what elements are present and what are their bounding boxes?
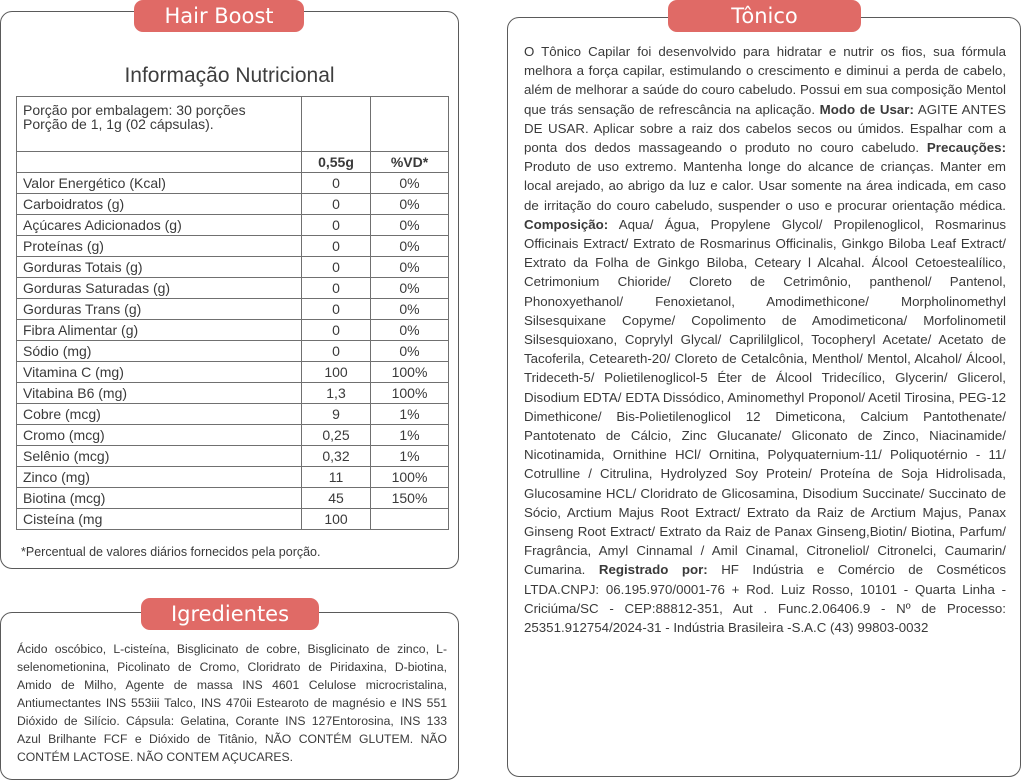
tonic-panel [507,17,1021,777]
nutrient-amount: 0 [302,194,371,215]
portion-empty-cell [371,97,449,152]
nutrition-row [17,509,449,530]
nutrient-vd: 150% [371,488,449,509]
nutrient-vd [371,509,449,530]
nutrient-vd: 0% [371,341,449,362]
nutrient-amount: 9 [302,404,371,425]
nutrient-amount: 100 [302,509,371,530]
tonic-intro: O Tônico Capilar foi desenvolvido para hidratar e nutrir os fios, sua fórmula melhora a força capilar, estimulando o crescimento e diminui a perda de cabelo, além de melhorar a saúde do couro cabeludo. Possui em sua composição Mentol que trás sensação de refrescância na aplicação. [524,44,1006,117]
nutrient-vd: 100% [371,383,449,404]
nutrient-name: Cobre (mcg) [17,404,302,425]
nutrient-amount: 100 [302,362,371,383]
nutrient-vd: 0% [371,278,449,299]
nutrition-row [17,425,449,446]
nutrient-amount: 1,3 [302,383,371,404]
portion-line-2: Porção de 1, 1g (02 cápsulas). [23,116,214,132]
nutrition-footnote: *Percentual de valores diários fornecidos pela porção. [21,545,321,559]
hair-boost-header: Hair Boost [134,0,304,32]
portion-info [17,97,302,152]
nutrient-vd: 1% [371,404,449,425]
nutrient-amount: 45 [302,488,371,509]
portion-empty-cell [302,97,371,152]
nutrition-row [17,257,449,278]
nutrition-row [17,194,449,215]
nutrition-row [17,215,449,236]
nutrition-row [17,236,449,257]
nutrient-name: Gorduras Saturadas (g) [17,278,302,299]
nutrient-name: Cisteína (mg [17,509,302,530]
tonic-header: Tônico [668,0,861,32]
nutrient-amount: 0 [302,173,371,194]
nutrition-row [17,488,449,509]
column-amount-header: 0,55g [302,152,371,173]
nutrient-name: Sódio (mg) [17,341,302,362]
nutrient-amount: 0 [302,320,371,341]
composition-text: Aqua/ Água, Propylene Glycol/ Propilenoglicol, Rosmarinus Officinais Extract/ Extrato de Rosmarinus Officinalis, Ginkgo Biloba Leaf Extract/ Extrato da Folha de Ginkgo Biloba, Ceteary l Alcahal. Álcool Cetoestealílico, Cetrimonium Chioride/ Cloreto de Cetrimônio, panthenol/ Pantenol, Phonoxyethanol/ Fenoxietanol, Amodimethicone/ Morpholinomethyl Silsesquixane Copyme/ Copolimento de Amodimeticona/ Morfolinometil Silsesquioxano, Coprylyl Glycal/ Caprililglicol, Tocopheryl Acetate/ Acetato de Tacoferila, Ceteareth-20/ Cloreto de Cetalcônia, Menthol/ Mentol, Alcahol/ Álcool, Trideceth-5/ Polietilenoglicol-5 Éter de Álcool Tridecílico, Glycerin/ Glicerol, Disodium EDTA/ EDTA Dissódico, Aminomethyl Proponol/ Acetil Tirosina, PEG-12 Dimethicone/ Bis-Polietilenoglicol 12 Dimeticona, Calcium Pantothenate/ Pantotenato de Cálcio, Zinc Glucanate/ Gliconato de Zinco, Niacinamide/ Nicotinamida, Ornithine HCl/ Ornitina, Polyquaternium-11/ Poliquotérnio - 11/ Cotrulline / Citrulina, Hydrolyzed Soy Protein/ Proteína de Soja Hidrolisada, Glucosamine HCL/ Cloridrato de Glicosamina, Disodium Succinate/ Succinato de Sócio, Arctium Majus Root Extract/ Extrato da Raiz de Arctium Majus, Panax Ginseng Root Extract/ Extrato da Raiz de Panax Ginseng,Biotin/ Biotina, Parfum/ Fragrância, Amyl Cinnamal / Amil Cinamal, Citroneliol/ Citronelci, Caumarin/ Cumarina. [524,216,1006,578]
nutrient-amount: 0,25 [302,425,371,446]
nutrition-row [17,173,449,194]
nutrient-name: Proteínas (g) [17,236,302,257]
nutrient-vd: 0% [371,236,449,257]
nutrition-row [17,467,449,488]
nutrient-name: Valor Energético (Kcal) [17,173,302,194]
ingredients-panel [0,612,459,780]
nutrition-row [17,446,449,467]
nutrient-vd: 100% [371,467,449,488]
nutrient-amount: 0 [302,236,371,257]
nutrient-name: Açúcares Adicionados (g) [17,215,302,236]
nutrient-vd: 0% [371,299,449,320]
nutrient-amount: 11 [302,467,371,488]
nutrient-vd: 0% [371,173,449,194]
registered-label: Registrado por: [598,562,708,578]
nutrition-row [17,362,449,383]
usage-label: Modo de Usar: [819,101,914,117]
nutrient-vd: 0% [371,257,449,278]
nutrient-vd: 1% [371,425,449,446]
nutrition-row [17,299,449,320]
precautions-label: Precauções: [926,140,1006,156]
usage-text: AGITE ANTES DE USAR. Aplicar sobre a raiz dos cabelos secos ou úmidos. Espalhar com a ponta dos dedos massageando o produto no couro cabeludo. [524,101,1006,156]
nutrient-name: Gorduras Totais (g) [17,257,302,278]
column-vd-header: %VD* [371,152,449,173]
nutrient-name: Zinco (mg) [17,467,302,488]
nutrient-name: Biotina (mcg) [17,488,302,509]
nutrition-row [17,383,449,404]
nutrient-vd: 0% [371,215,449,236]
header-empty-cell [17,152,302,173]
nutrient-amount: 0 [302,299,371,320]
nutrient-amount: 0,32 [302,446,371,467]
nutrient-name: Selênio (mcg) [17,446,302,467]
nutrient-vd: 100% [371,362,449,383]
nutrient-vd: 0% [371,194,449,215]
nutrient-name: Vitamina C (mg) [17,362,302,383]
composition-label: Composição: [524,216,609,232]
nutrient-amount: 0 [302,278,371,299]
tonic-description [524,42,1006,637]
nutrient-vd: 1% [371,446,449,467]
nutrition-row [17,341,449,362]
nutrition-row [17,320,449,341]
nutrient-name: Gorduras Trans (g) [17,299,302,320]
portion-line-1: Porção por embalagem: 30 porções [23,102,246,118]
ingredients-header: Igredientes [141,598,319,630]
registered-text: HF Indústria e Comércio de Cosméticos LTDA.CNPJ: 06.195.970/0001-76 + Rod. Luiz Rosso, 10101 - Quarta Linha - Criciúma/SC - CEP:88812-351, Aut . Func.2.06406.9 - Nº de Processo: 25351.912754/2024-31 - Indústria Brasileira -S.A.C (43) 99803-0032 [524,562,1006,636]
nutrient-amount: 0 [302,257,371,278]
nutrient-amount: 0 [302,341,371,362]
nutrient-vd: 0% [371,320,449,341]
nutrition-table [16,96,449,530]
nutrition-row [17,404,449,425]
nutrient-name: Cromo (mcg) [17,425,302,446]
nutrient-name: Carboidratos (g) [17,194,302,215]
nutrition-row [17,278,449,299]
precautions-text: Produto de uso extremo. Mantenha longe do alcance de crianças. Manter em local arejado, ao abrigo da luz e calor. Usar somente na área indicada, em caso de irritação do couro cabeludo, suspender o uso e procurar orientação médica. [524,159,1006,213]
nutrient-amount: 0 [302,215,371,236]
nutrient-name: Fibra Alimentar (g) [17,320,302,341]
ingredients-text: Ácido oscóbico, L-cisteína, Bisglicinato de cobre, Bisglicinato de zinco, L-selenometionina, Picolinato de Cromo, Cloridrato de Piridaxina, D-biotina, Amido de Milho, Agente de massa INS 4601 Celulose microcristalina, Antiumectantes INS 553iii Talco, INS 470ii Estearoto de magnésio e INS 551 Dióxido de Silício. Cápsula: Gelatina, Corante INS 127Entorosina, INS 133 Azul Brilhante FCF e Dióxido de Titânio, NÃO CONTÉM GLUTEM. NÃO CONTÉM LACTOSE. NÃO CONTEM AÇUCARES. [17,642,447,764]
nutrition-panel [0,11,459,569]
nutrient-name: Vitabina B6 (mg) [17,383,302,404]
nutrition-title: Informação Nutricional [124,64,335,87]
